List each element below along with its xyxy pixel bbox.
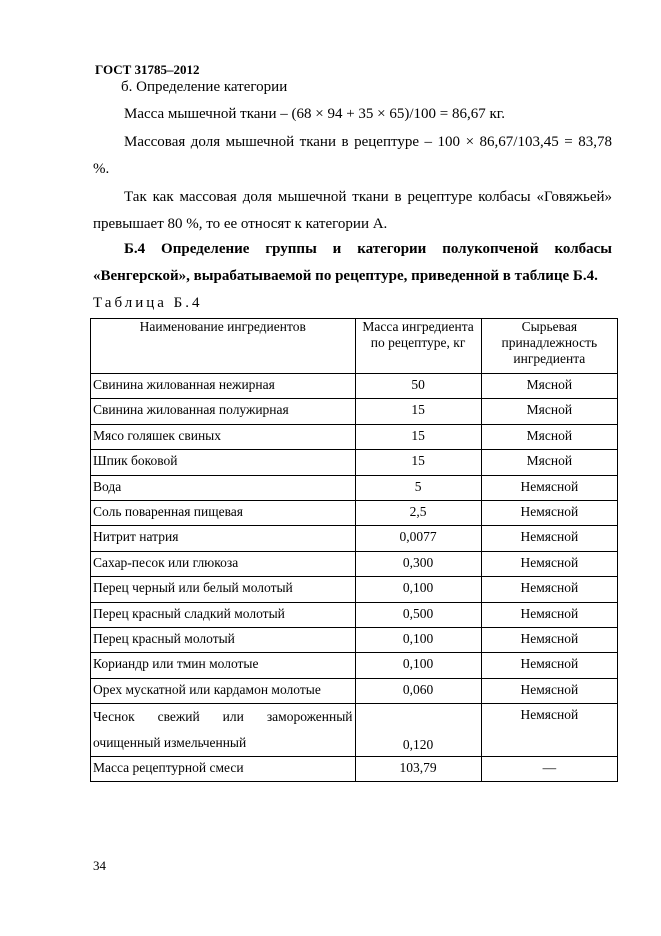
- ingredient-mass: 15: [355, 399, 481, 424]
- table-header-row: [91, 319, 618, 374]
- ingredient-name: Орех мускатной или кардамон молотые: [91, 678, 356, 703]
- ingredient-type: Немясной: [481, 678, 617, 703]
- ingredient-name: Соль поваренная пищевая: [91, 500, 356, 525]
- ingredient-name: Свинина жилованная нежирная: [91, 374, 356, 399]
- table-row: [91, 450, 618, 475]
- total-label: Масса рецептурной смеси: [91, 757, 356, 782]
- table-row: [91, 551, 618, 576]
- table-row: [91, 526, 618, 551]
- header-ingredient-name: Наименование ингредиентов: [91, 319, 356, 374]
- ingredient-name: Кориандр или тмин молотые: [91, 653, 356, 678]
- ingredient-mass: 15: [355, 424, 481, 449]
- ingredient-name: Перец черный или белый молотый: [91, 577, 356, 602]
- table-row: [91, 678, 618, 703]
- ingredient-type: Немясной: [481, 653, 617, 678]
- table-row: [91, 500, 618, 525]
- total-mass: 103,79: [355, 757, 481, 782]
- ingredient-mass: 0,300: [355, 551, 481, 576]
- section-b4-heading: Б.4 Определение группы и категории полукопченой колбасы «Венгерской», вырабатываемой по рецептуре, приведенной в таблице Б.4.: [93, 241, 612, 284]
- header-ingredient-mass: Масса ингредиента по рецептуре, кг: [355, 319, 481, 374]
- ingredient-name: Мясо голяшек свиных: [91, 424, 356, 449]
- ingredients-table: [90, 318, 618, 782]
- ingredient-type: Немясной: [481, 475, 617, 500]
- ingredient-name: Нитрит натрия: [91, 526, 356, 551]
- muscle-fraction-paragraph: Массовая доля мышечной ткани в рецептуре – 100 × 86,67/103,45 = 83,78 %.: [93, 134, 612, 177]
- ingredient-name: Перец красный молотый: [91, 627, 356, 652]
- table-row: [91, 653, 618, 678]
- ingredient-type: Немясной: [481, 577, 617, 602]
- muscle-mass-line: Масса мышечной ткани – (68 × 94 + 35 × 65)/100 = 86,67 кг.: [124, 106, 505, 122]
- total-type: —: [481, 757, 617, 782]
- ingredient-type: Мясной: [481, 399, 617, 424]
- ingredient-name: Перец красный сладкий молотый: [91, 602, 356, 627]
- ingredient-type: Немясной: [481, 602, 617, 627]
- table-row: [91, 577, 618, 602]
- ingredient-name: Свинина жилованная полужирная: [91, 399, 356, 424]
- ingredient-mass: 2,5: [355, 500, 481, 525]
- table-caption: Таблица Б.4: [93, 295, 203, 311]
- ingredient-type: Немясной: [481, 526, 617, 551]
- ingredient-mass: 15: [355, 450, 481, 475]
- ingredient-type: Мясной: [481, 450, 617, 475]
- ingredient-type: Немясной: [481, 500, 617, 525]
- table-row: [91, 374, 618, 399]
- section-b-heading: б. Определение категории: [121, 79, 288, 95]
- table-row: [91, 704, 618, 757]
- ingredient-mass: 0,500: [355, 602, 481, 627]
- table-total-row: [91, 757, 618, 782]
- ingredient-name: Вода: [91, 475, 356, 500]
- ingredient-mass: 0,100: [355, 653, 481, 678]
- ingredient-mass: 0,0077: [355, 526, 481, 551]
- ingredient-mass: 0,100: [355, 627, 481, 652]
- standard-header: ГОСТ 31785–2012: [95, 62, 200, 77]
- ingredient-mass: 5: [355, 475, 481, 500]
- ingredient-type: Мясной: [481, 424, 617, 449]
- ingredient-name: Чеснок свежий или замороженный очищенный измельченный: [91, 704, 356, 757]
- ingredient-type: Немясной: [481, 704, 617, 757]
- ingredient-name: Сахар-песок или глюкоза: [91, 551, 356, 576]
- page-number: 34: [93, 858, 106, 873]
- ingredient-mass: 0,100: [355, 577, 481, 602]
- ingredient-mass: 0,120: [355, 704, 481, 757]
- ingredient-type: Немясной: [481, 627, 617, 652]
- table-row: [91, 627, 618, 652]
- table-row: [91, 475, 618, 500]
- ingredient-mass: 50: [355, 374, 481, 399]
- header-raw-material-type: Сырьевая принадлежность ингредиента: [481, 319, 617, 374]
- category-conclusion-paragraph: Так как массовая доля мышечной ткани в рецептуре колбасы «Говяжьей» превышает 80 %, то ее относят к категории А.: [93, 189, 612, 232]
- table-row: [91, 424, 618, 449]
- table-row: [91, 602, 618, 627]
- ingredient-name: Шпик боковой: [91, 450, 356, 475]
- ingredient-mass: 0,060: [355, 678, 481, 703]
- ingredient-type: Немясной: [481, 551, 617, 576]
- ingredient-type: Мясной: [481, 374, 617, 399]
- table-row: [91, 399, 618, 424]
